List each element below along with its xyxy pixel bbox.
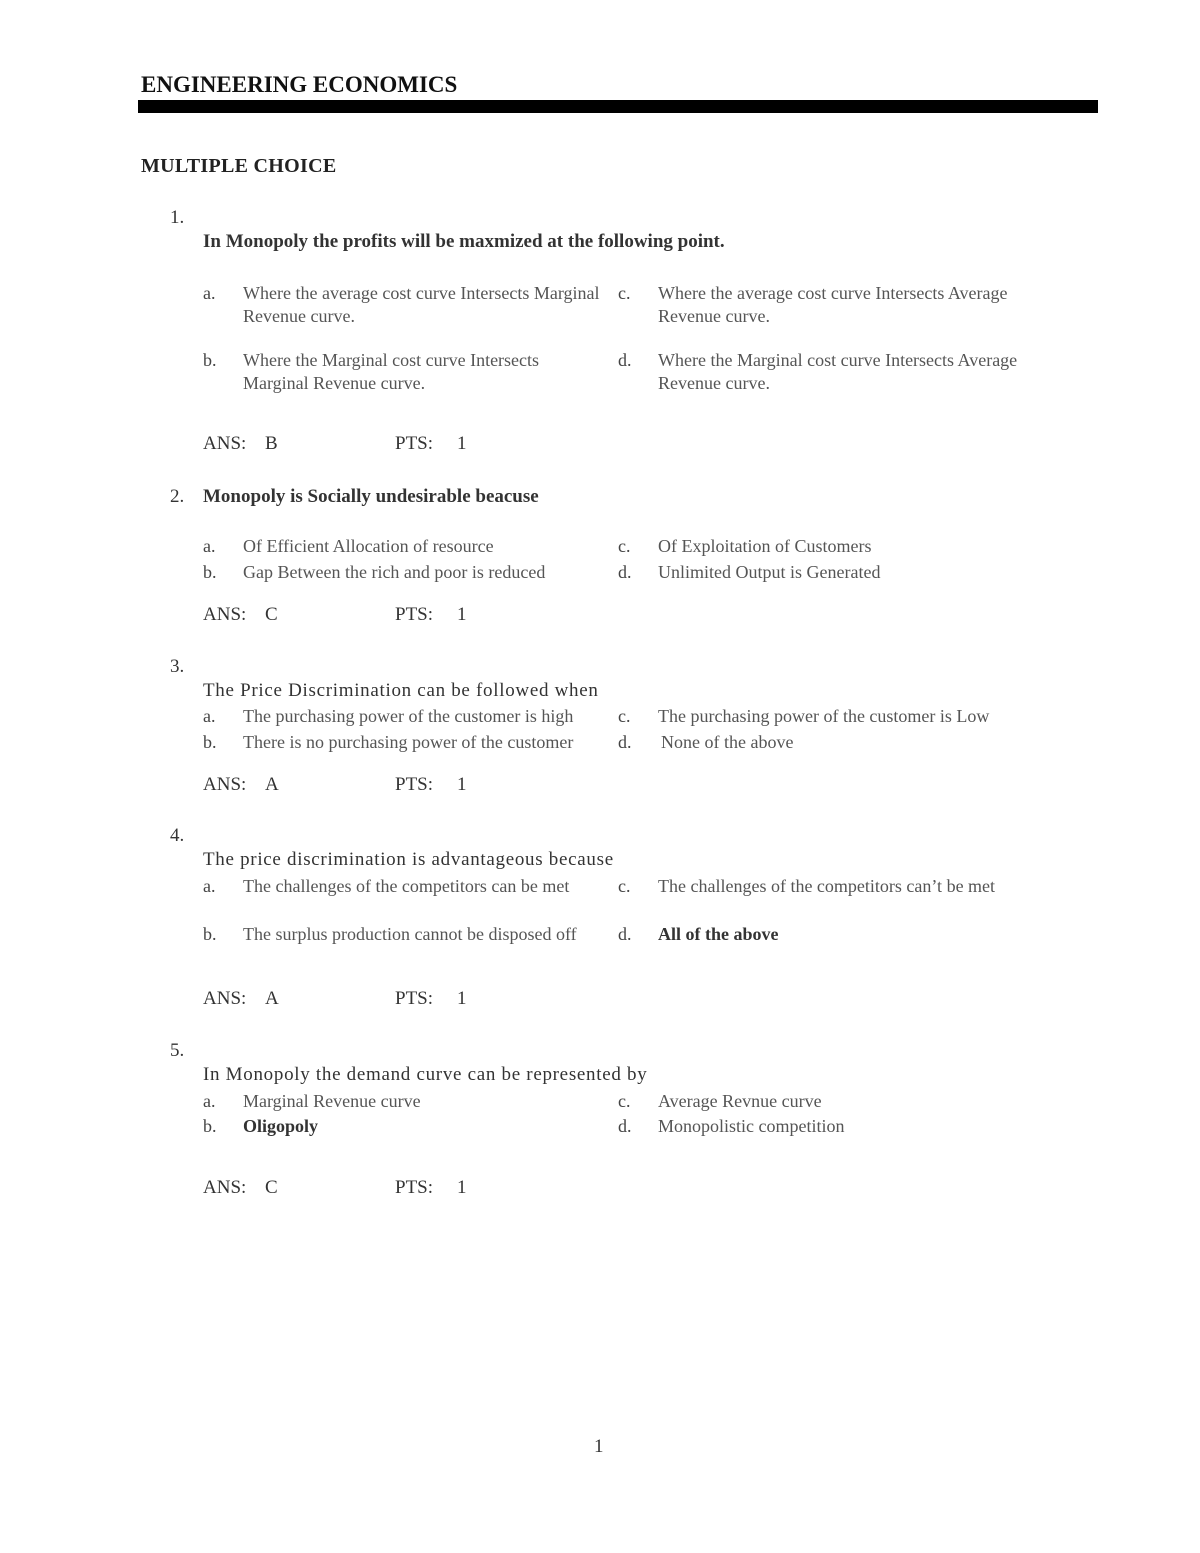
option-letter-c: c. — [618, 876, 631, 896]
option-letter-d: d. — [618, 924, 632, 944]
points-value: 1 — [457, 988, 467, 1009]
option-a-text: Of Efficient Allocation of resource — [243, 536, 494, 556]
option-letter-d: d. — [618, 350, 632, 370]
question-stem: In Monopoly the demand curve can be represented by — [203, 1064, 648, 1085]
option-a-text: The purchasing power of the customer is high — [243, 706, 574, 726]
option-letter-d: d. — [618, 1116, 632, 1136]
option-a-text: Marginal Revenue curve — [243, 1091, 421, 1111]
points-label: PTS: — [395, 604, 434, 625]
option-letter-d: d. — [618, 562, 632, 582]
answer-value: C — [265, 604, 278, 625]
option-d-text: Unlimited Output is Generated — [658, 562, 881, 582]
option-letter-a: a. — [203, 876, 216, 896]
answer-label: ANS: — [203, 774, 247, 795]
option-c-text: The purchasing power of the customer is Low — [658, 706, 990, 726]
answer-label: ANS: — [203, 433, 247, 454]
option-c-text: Average Revnue curve — [658, 1091, 822, 1111]
question-number: 3. — [170, 656, 185, 677]
title-underline-rule — [138, 100, 1098, 113]
option-a-text: Where the average cost curve Intersects Marginal Revenue curve. — [243, 283, 600, 326]
question-stem: Monopoly is Socially undesirable beacuse — [203, 486, 539, 507]
answer-value: C — [265, 1177, 278, 1198]
option-letter-b: b. — [203, 350, 217, 370]
points-value: 1 — [457, 1177, 467, 1198]
option-letter-c: c. — [618, 536, 631, 556]
question-number: 4. — [170, 825, 185, 846]
option-b-text: Gap Between the rich and poor is reduced — [243, 562, 546, 582]
option-letter-c: c. — [618, 706, 631, 726]
answer-value: A — [265, 774, 279, 795]
option-letter-b: b. — [203, 924, 217, 944]
option-d-text: Where the Marginal cost curve Intersects Average Revenue curve. — [658, 350, 1018, 393]
option-b-text: Oligopoly — [243, 1116, 319, 1136]
option-b-text: Where the Marginal cost curve Intersects Marginal Revenue curve. — [243, 350, 540, 393]
points-value: 1 — [457, 604, 467, 625]
points-label: PTS: — [395, 988, 434, 1009]
option-letter-a: a. — [203, 536, 216, 556]
answer-label: ANS: — [203, 1177, 247, 1198]
option-letter-c: c. — [618, 283, 631, 303]
option-b-text: The surplus production cannot be disposed off — [243, 924, 577, 944]
points-value: 1 — [457, 774, 467, 795]
option-d-text: All of the above — [658, 924, 779, 944]
question-number: 5. — [170, 1040, 185, 1061]
question-stem: The Price Discrimination can be followed when — [203, 680, 599, 701]
answer-value: B — [265, 433, 278, 454]
option-d-text: None of the above — [661, 732, 794, 752]
option-letter-b: b. — [203, 1116, 217, 1136]
option-c-text: The challenges of the competitors can’t be met — [658, 876, 996, 896]
option-letter-a: a. — [203, 1091, 216, 1111]
option-letter-b: b. — [203, 732, 217, 752]
option-a-text: The challenges of the competitors can be met — [243, 876, 570, 896]
points-label: PTS: — [395, 433, 434, 454]
section-heading: MULTIPLE CHOICE — [141, 155, 337, 177]
points-label: PTS: — [395, 774, 434, 795]
answer-value: A — [265, 988, 279, 1009]
option-letter-a: a. — [203, 706, 216, 726]
option-b-text: There is no purchasing power of the customer — [243, 732, 574, 752]
question-number: 1. — [170, 207, 185, 228]
document-title: ENGINEERING ECONOMICS — [141, 72, 458, 97]
option-c-text: Of Exploitation of Customers — [658, 536, 872, 556]
points-label: PTS: — [395, 1177, 434, 1198]
option-d-text: Monopolistic competition — [658, 1116, 845, 1136]
option-letter-b: b. — [203, 562, 217, 582]
option-letter-d: d. — [618, 732, 632, 752]
option-letter-c: c. — [618, 1091, 631, 1111]
page-number: 1 — [594, 1436, 604, 1457]
option-letter-a: a. — [203, 283, 216, 303]
answer-label: ANS: — [203, 988, 247, 1009]
question-stem: The price discrimination is advantageous because — [203, 849, 614, 870]
option-c-text: Where the average cost curve Intersects Average Revenue curve. — [658, 283, 1008, 326]
question-number: 2. — [170, 486, 185, 507]
answer-label: ANS: — [203, 604, 247, 625]
points-value: 1 — [457, 433, 467, 454]
question-stem: In Monopoly the profits will be maxmized at the following point. — [203, 231, 725, 252]
